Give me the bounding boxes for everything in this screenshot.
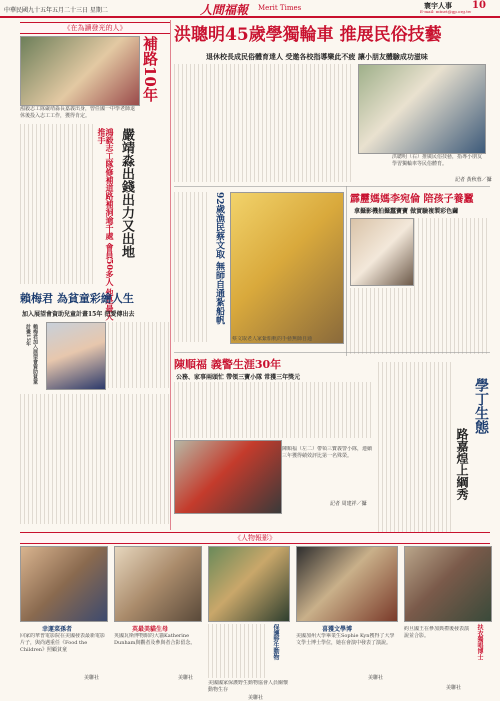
lai-photo-caption: 賴梅君加入展望會資助貧童計畫15年 [25,324,38,384]
masthead: 人間福報 [200,3,249,17]
lai-subhead: 加入展望會資助兒童計畫15年 把愛傳出去 [22,311,135,318]
row-rule-1 [174,186,490,187]
bottom-title-1: 幸運菜孫者 [42,626,73,633]
bottom-title-5: 扶衣獨唱博士 [476,624,483,660]
lai-headline: 賴梅君 為貧童彩繪人生 [20,292,134,305]
bottom-photo-3 [208,546,290,622]
right-body-text [378,362,452,532]
police-photo-caption: 陳順福（左二）帶領三寶義警小隊，連續三年獲得績效評比第一名殊榮。 [282,446,373,459]
bottom-photo-2 [114,546,202,622]
main-photo-credit: 記者 黃秋蓉／攝 [455,177,492,183]
right-vertical-headline-2: 路嘉煌上綱秀 [455,428,469,500]
bottom-section-tag: 《人物報影》 [20,532,490,544]
mom-photo [350,218,414,286]
left-body-text [20,124,94,284]
bottom-credit-5: 美聯社 [446,685,462,691]
column-rule-mid [346,186,347,356]
bottom-caption-3: 美國國家保護野生動物協會人員關懷動物生存 [208,680,288,693]
row-rule-2 [174,352,490,353]
left-headline-2: 嚴靖淼出錢出力又出地 [119,128,134,258]
lai-body-text [20,394,170,524]
craft-vertical-headline: 92歲漁民蔡文取 無師自通紮船帆 [214,192,224,325]
bottom-credit-2: 美聯社 [178,675,194,681]
main-subhead: 退休校長成民俗體育達人 受邀各校指導樂此不疲 讓小朋友體驗成功滋味 [206,52,428,61]
lai-body-text-2 [108,322,170,388]
police-photo [174,440,282,514]
bottom-photo-4 [296,546,398,622]
lai-photo [46,322,106,390]
bottom-photo-1 [20,546,108,622]
bottom-caption-4: 美國加州大學畢業生Sophie Kyn獲得了大學文學士博士學位，她在會演中發表了演說。 [296,633,395,646]
email: E-mail: mtnet@gp.org.tw [420,9,472,14]
bottom-photo-5 [404,546,492,622]
bottom-credit-1: 美聯社 [84,675,100,681]
main-body-text [174,64,354,182]
police-body-text [174,382,374,438]
bottom-caption-2: 英國瓦斯博物館的大貓Katherine Dunham與觀者及參與者合影留念。 [114,633,196,646]
left-subhead: 鴻毅志工隊修補道路補洞逾千處 會員50多人 他是最大推手 [97,128,115,321]
bottom-credit-3: 美聯社 [248,695,264,701]
craft-body-text [174,192,210,342]
masthead-sub: Merit Times [258,4,302,12]
page-header [0,0,500,18]
left-section-tag: 《在為讀發光的人》 [20,22,170,34]
bottom-credit-4: 美聯社 [368,675,384,681]
police-subhead: 公務、家事兩頭忙 帶領三寶小隊 常獲三年獎元 [176,374,301,381]
mom-body-text [414,218,490,354]
craft-photo-caption: 蔡文取老人家紮船帆的手藝無師自通 [232,336,313,342]
mom-subhead: 拿攝影機拍攝蠶寶寶 做實驗複製彩色繭 [354,208,459,215]
police-headline: 陳順福 義警生涯30年 [174,358,282,371]
main-story-photo [358,64,486,154]
left-story-photo [20,36,140,106]
date-line: 中華民國九十五年五月二十三日 星期二 [4,7,108,14]
left-headline-1: 補路10年 [141,36,159,102]
page-number: 10 [472,0,486,11]
mom-body-text-2 [350,288,412,354]
craft-photo [230,192,344,344]
bottom-caption-1: 回家的華普電影院在美國發表最新電影片子，與尚遇重任《Food the Children》照顧貧童 [20,633,106,653]
left-photo-caption: 鴻毅志工隊嚴靖淼長嘉義出身，曾任國一中學老師退休後投入志工工作，獲得肯定。 [20,106,136,119]
mom-headline: 霹靂媽媽李宛倫 陪孩子養蠶 [350,194,474,205]
section-name: 寰宇人事 [424,1,452,10]
bottom-body-3 [208,624,268,678]
bottom-title-4: 喜獲文學博 [322,626,353,633]
bottom-title-2: 英最美貓生母 [132,626,169,633]
bottom-caption-5: 約旦國王在參加典禮後發表演說並合影。 [404,626,470,639]
bottom-title-3: 保護野生動物 [272,624,279,660]
right-vertical-headline-1: 學丁生態 [473,378,489,434]
police-photo-credit: 記者 周建祥／攝 [330,501,367,507]
main-headline: 洪聰明45歲學獨輪車 推展民俗技藝 [174,25,442,45]
column-rule-left [170,20,171,530]
main-photo-caption: 洪聰明（右）推廣民俗技藝，指導小朋友學習獨輪車等民俗體育。 [392,154,483,167]
